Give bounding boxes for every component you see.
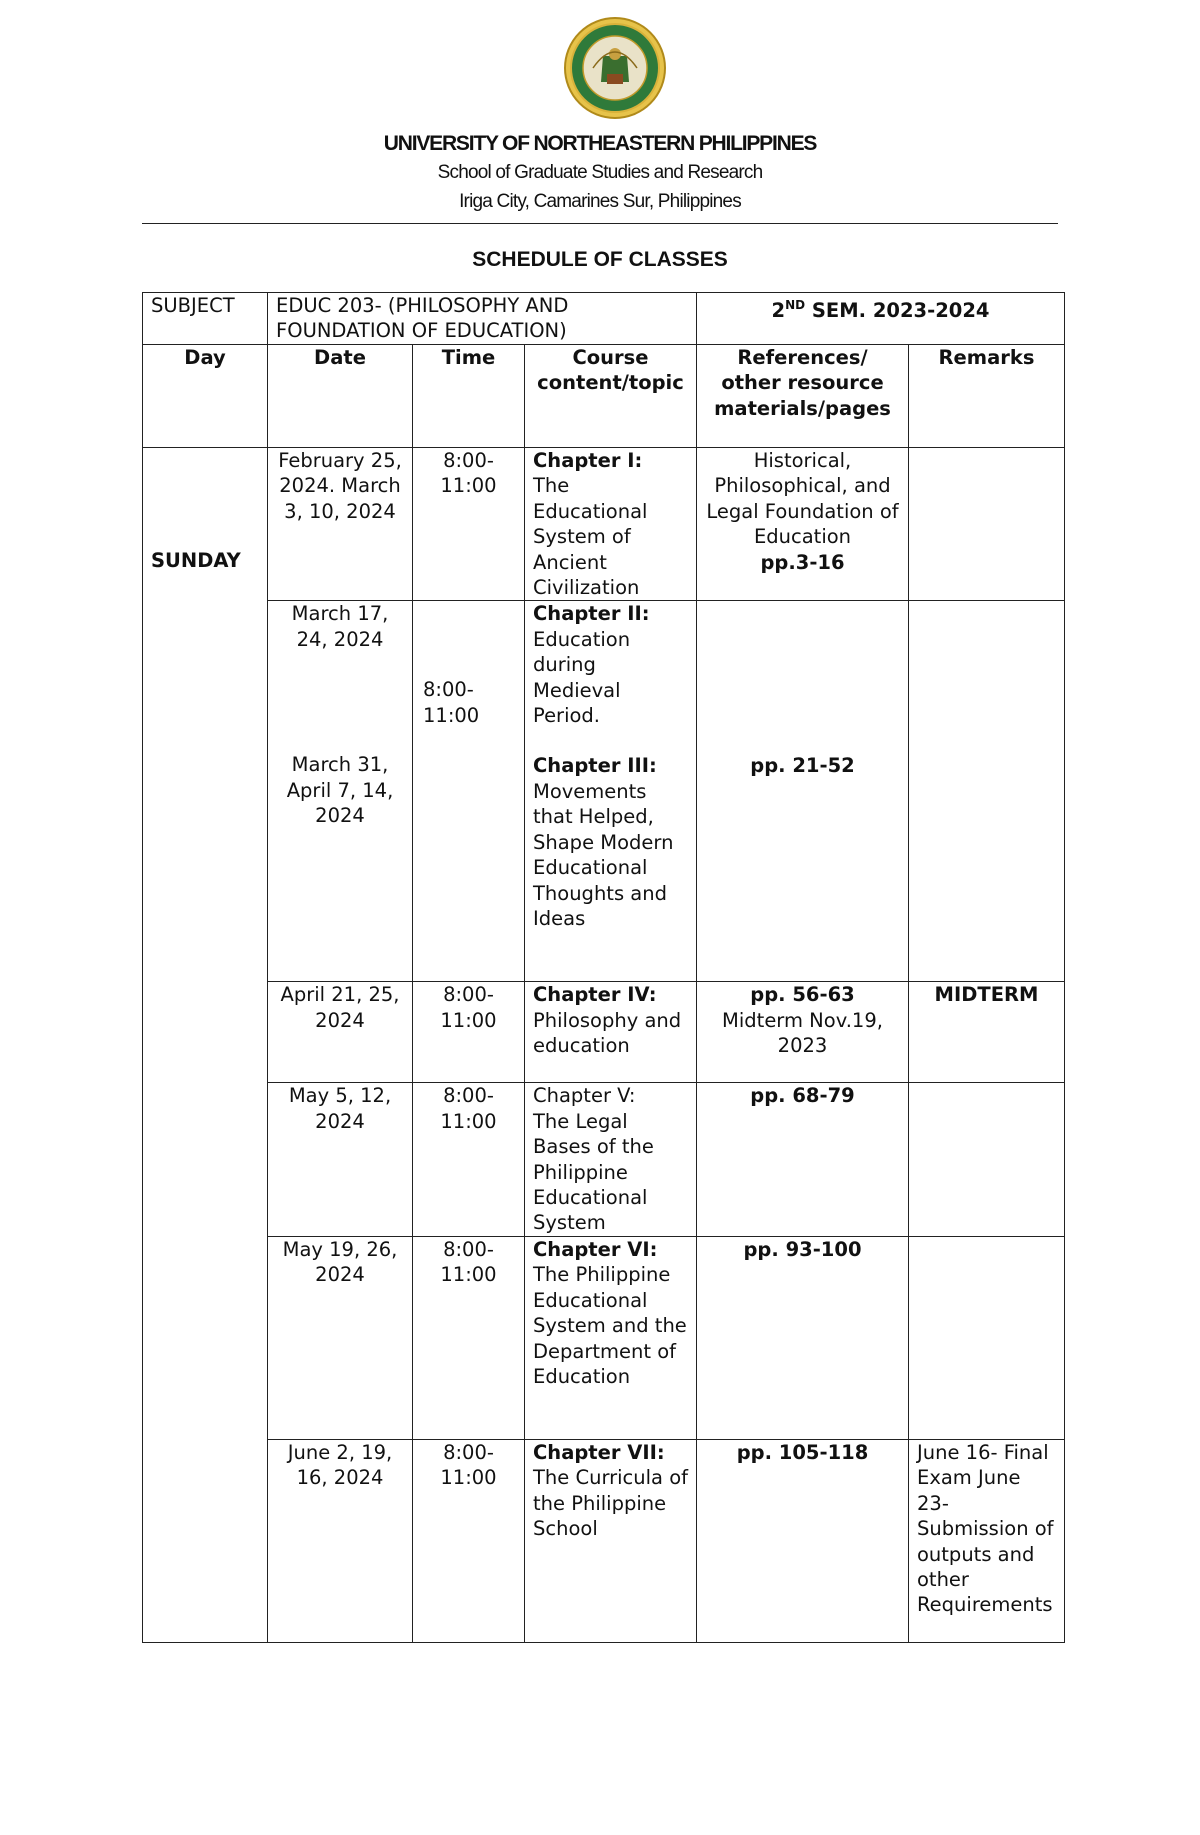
chapter-label: Chapter III:	[533, 754, 657, 778]
reference-cell	[697, 1439, 909, 1642]
remarks-cell: MIDTERM	[909, 982, 1065, 1083]
time-cell: 8:00-11:00	[413, 1236, 525, 1439]
course-cell	[525, 1236, 697, 1439]
remarks-cell	[909, 448, 1065, 601]
remarks-cell	[909, 1236, 1065, 1439]
course-cell	[525, 1439, 697, 1642]
table-row	[143, 1439, 1065, 1642]
time-cell: 8:00-11:00	[413, 1083, 525, 1236]
column-header-remarks: Remarks	[909, 345, 1065, 448]
course-cell	[525, 1083, 697, 1236]
reference-pages: pp. 93-100	[743, 1237, 862, 1261]
semester-suffix: ND	[785, 298, 806, 312]
course-cell	[525, 448, 697, 601]
reference-cell	[697, 982, 909, 1083]
schedule-table	[142, 292, 1065, 1643]
chapter-label: Chapter VII:	[533, 1440, 665, 1464]
reference-pages: pp. 56-63	[750, 983, 855, 1007]
chapter-topic: The Legal Bases of the Philippine Educational System	[533, 1109, 654, 1235]
column-header-references: References/ other resource materials/pages	[697, 345, 909, 448]
subject-row	[143, 293, 1065, 345]
school-location: Iriga City, Camarines Sur, Philippines	[459, 191, 741, 212]
chapter-topic: The Philippine Educational System and the Department of Education	[533, 1263, 687, 1388]
chapter-topic: Movements that Helped, Shape Modern Educational Thoughts and Ideas	[533, 779, 674, 930]
reference-pages: pp. 21-52	[750, 754, 855, 778]
time-cell: 8:00-11:00	[413, 982, 525, 1083]
day-cell: SUNDAY	[143, 448, 268, 1643]
chapter-label: Chapter I:	[533, 449, 643, 472]
chapter-topic: Philosophy and education	[533, 1008, 682, 1058]
reference-cell	[697, 1083, 909, 1236]
chapter-topic: The Curricula of the Philippine School	[533, 1466, 688, 1541]
chapter-topic: The Educational System of Ancient Civilization	[533, 474, 648, 600]
subject-course: EDUC 203- (PHILOSOPHY AND FOUNDATION OF EDUCATION)	[268, 293, 697, 345]
time-cell: 8:00-11:00	[413, 1439, 525, 1642]
table-row	[143, 448, 1065, 601]
remarks-cell: June 16- Final Exam June 23- Submission of outputs and other Requirements	[909, 1439, 1065, 1642]
course-cell	[525, 982, 697, 1083]
column-header-time: Time	[413, 345, 525, 448]
reference-pages: pp. 105-118	[736, 1440, 869, 1464]
column-header-row	[143, 345, 1065, 448]
date-cell: February 25, 2024. March 3, 10, 2024	[268, 448, 413, 601]
reference-cell	[697, 601, 909, 982]
table-row	[143, 1083, 1065, 1236]
time-cell	[413, 601, 525, 982]
university-seal-icon	[563, 16, 667, 120]
table-row	[143, 1236, 1065, 1439]
table-row	[143, 601, 1065, 982]
reference-text: Midterm Nov.19, 2023	[722, 1008, 883, 1058]
date-cell	[268, 601, 413, 982]
column-header-date: Date	[268, 345, 413, 448]
header-divider	[142, 223, 1058, 224]
reference-cell	[697, 448, 909, 601]
semester-label	[697, 293, 1065, 345]
reference-text: Historical, Philosophical, and Legal Foundation of Education	[706, 449, 899, 549]
semester-ordinal: 2	[771, 299, 786, 322]
chapter-label: Chapter IV:	[533, 983, 657, 1007]
remarks-cell	[909, 1083, 1065, 1236]
semester-rest: SEM. 2023-2024	[805, 299, 990, 322]
date-cell: April 21, 25, 2024	[268, 982, 413, 1083]
subject-label: SUBJECT	[143, 293, 268, 345]
date-text: March 31, April 7, 14, 2024	[286, 753, 394, 828]
date-cell: May 19, 26, 2024	[268, 1236, 413, 1439]
date-cell: May 5, 12, 2024	[268, 1083, 413, 1236]
date-cell: June 2, 19, 16, 2024	[268, 1439, 413, 1642]
reference-pages: pp. 68-79	[750, 1084, 855, 1108]
table-row	[143, 982, 1065, 1083]
page-title: SCHEDULE OF CLASSES	[472, 248, 728, 271]
chapter-label: Chapter II:	[533, 602, 650, 626]
time-text: 8:00-11:00	[423, 678, 480, 727]
course-cell	[525, 601, 697, 982]
university-name: UNIVERSITY OF NORTHEASTERN PHILIPPINES	[383, 132, 817, 155]
chapter-label: Chapter V:	[533, 1084, 636, 1108]
time-cell: 8:00-11:00	[413, 448, 525, 601]
column-header-day: Day	[143, 345, 268, 448]
reference-cell	[697, 1236, 909, 1439]
date-text: March 17, 24, 2024	[291, 602, 389, 651]
remarks-cell	[909, 601, 1065, 982]
chapter-topic: Education during Medieval Period.	[533, 627, 631, 728]
reference-pages: pp.3-16	[760, 550, 845, 574]
school-name: School of Graduate Studies and Research	[437, 162, 763, 183]
chapter-label: Chapter VI:	[533, 1237, 658, 1261]
column-header-course: Course content/topic	[525, 345, 697, 448]
